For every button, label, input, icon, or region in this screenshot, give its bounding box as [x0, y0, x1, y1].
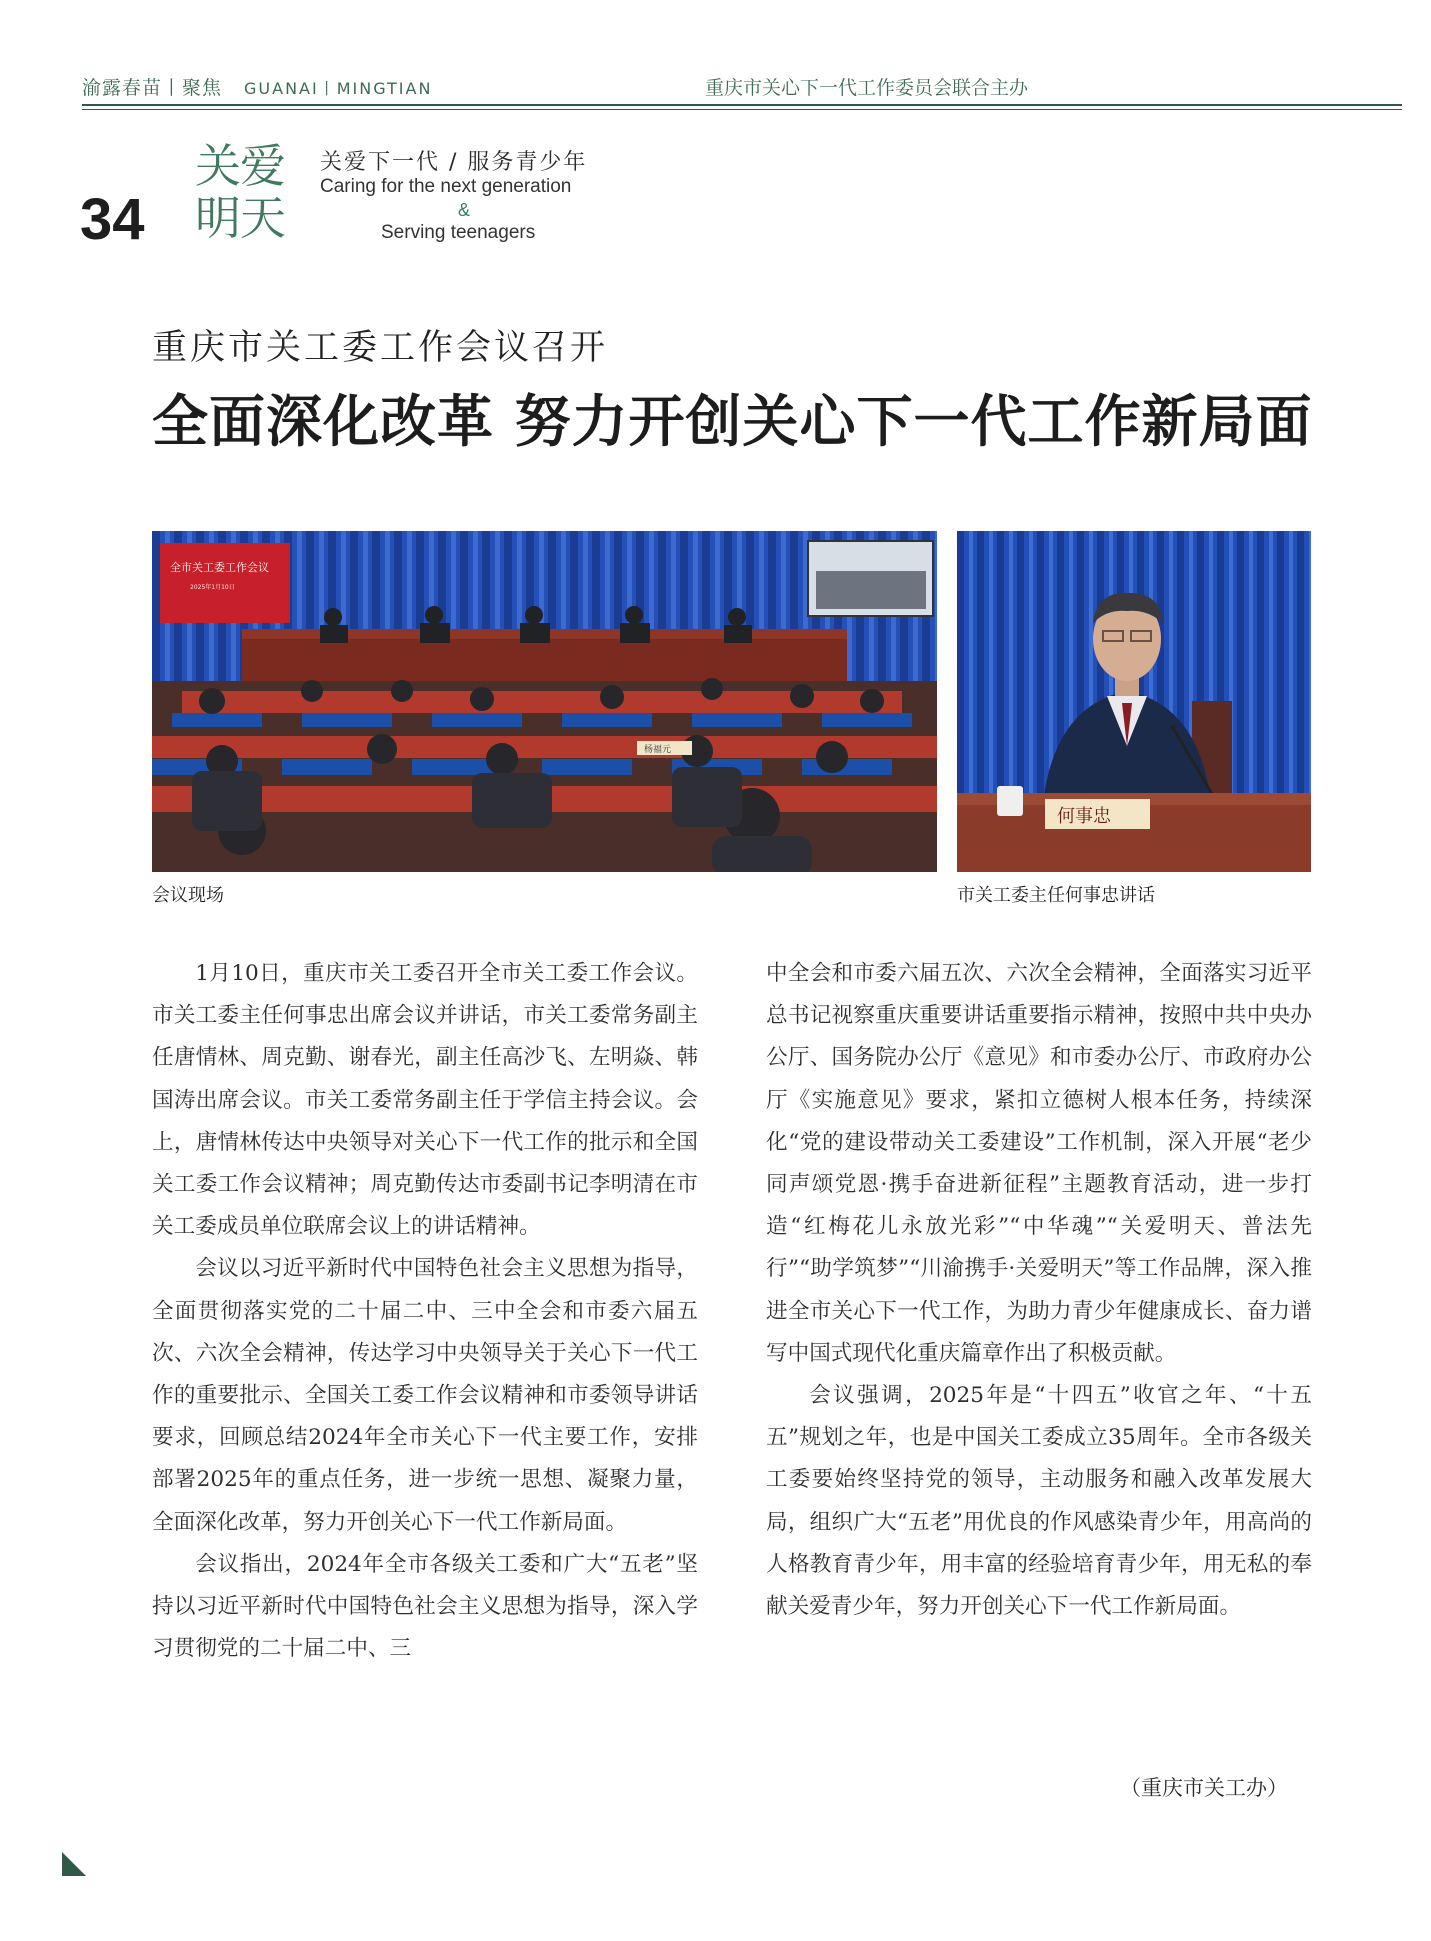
column-logo	[195, 140, 295, 244]
seat-nameplate: 杨福元	[644, 745, 672, 755]
header-rule-thin	[82, 109, 1402, 110]
screen-date: 2025年1月10日	[190, 584, 235, 591]
page-number: 34	[80, 187, 145, 252]
meeting-photo	[152, 531, 937, 872]
logo-line-1: 关爱	[195, 139, 285, 193]
running-header-section	[82, 73, 432, 100]
article-signature: （重庆市关工办）	[1120, 1776, 1288, 1800]
speaker-photo-caption: 市关工委主任何事忠讲话	[957, 885, 1155, 906]
article-subtitle: 重庆市关工委工作会议召开	[152, 328, 609, 368]
speaker-photo	[957, 531, 1311, 872]
article-title: 全面深化改革 努力开创关心下一代工作新局面	[152, 389, 1313, 455]
section-label-en: GUANAI丨MINGTIAN	[244, 79, 433, 98]
slogan-chinese: 关爱下一代 / 服务青少年	[320, 150, 588, 175]
paragraph: 1月10日，重庆市关工委召开全市关工委工作会议。市关工委主任何事忠出席会议并讲话，市关工委常务副主任唐情林、周克勤、谢春光，副主任高沙飞、左明焱、韩国涛出席会议。市关工委常务副主任于学信主持会议。会上，唐情林传达中央领导对关心下一代工作的批示和全国关工委工作会议精神；周克勤传达市委副书记李明清在市关工委成员单位联席会议上的讲话精神。	[152, 961, 698, 1240]
slogan-ampersand: &	[458, 200, 471, 220]
corner-triangle-decoration	[62, 1852, 86, 1876]
speaker-nameplate: 何事忠	[1057, 806, 1111, 827]
article-column-2	[766, 953, 1312, 1628]
paragraph: 中全会和市委六届五次、六次全会精神，全面落实习近平总书记视察重庆重要讲话重要指示精神，按照中共中央办公厅、国务院办公厅《意见》和市委办公厅、市政府办公厅《实施意见》要求，紧扣立德树人根本任务，持续深化“党的建设带动关工委建设”工作机制，深入开展“老少同声颂党恩·携手奋进新征程”主题教育活动，进一步打造“红梅花儿永放光彩”“中华魂”“关爱明天、普法先行”“助学筑梦”“川渝携手·关爱明天”等工作品牌，深入推进全市关心下一代工作，为助力青少年健康成长、奋力谱写中国式现代化重庆篇章作出了积极贡献。	[766, 961, 1312, 1366]
section-label: 渝露春苗丨聚焦	[82, 77, 223, 99]
slogan-english-2: Serving teenagers	[381, 222, 536, 243]
meeting-photo-caption: 会议现场	[152, 885, 224, 906]
screen-title: 全市关工委工作会议	[170, 561, 269, 574]
paragraph: 会议指出，2024年全市各级关工委和广大“五老”坚持以习近平新时代中国特色社会主义思想为指导，深入学习贯彻党的二十届二中、三	[152, 1551, 698, 1662]
paragraph: 会议强调，2025年是“十四五”收官之年、“十五五”规划之年，也是中国关工委成立35周年。全市各级关工委要始终坚持党的领导，主动服务和融入改革发展大局，组织广大“五老”用优良的作风感染青少年，用高尚的人格教育青少年，用丰富的经验培育青少年，用无私的奉献关爱青少年，努力开创关心下一代工作新局面。	[766, 1383, 1312, 1620]
paragraph: 会议以习近平新时代中国特色社会主义思想为指导，全面贯彻落实党的二十届二中、三中全会和市委六届五次、六次全会精神，传达学习中央领导关于关心下一代工作的重要批示、全国关工委工作会议精神和市委领导讲话要求，回顾总结2024年全市关心下一代主要工作，安排部署2025年的重点任务，进一步统一思想、凝聚力量，全面深化改革，努力开创关心下一代工作新局面。	[152, 1256, 698, 1535]
article-column-1	[152, 953, 698, 1670]
header-rule	[82, 104, 1402, 106]
running-header-publisher: 重庆市关心下一代工作委员会联合主办	[705, 77, 1029, 99]
slogan-english-1: Caring for the next generation	[320, 176, 572, 197]
logo-line-2: 明天	[195, 191, 285, 245]
